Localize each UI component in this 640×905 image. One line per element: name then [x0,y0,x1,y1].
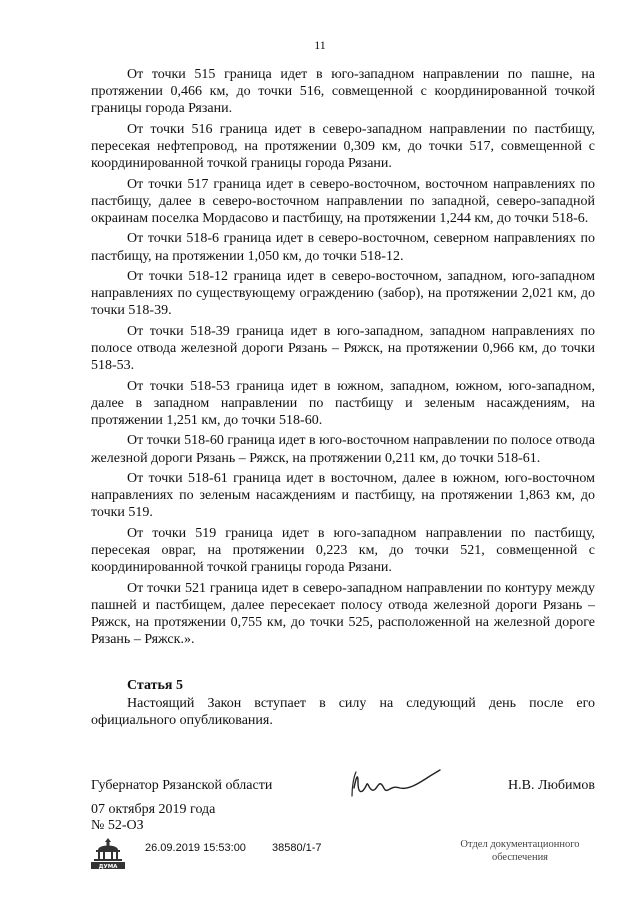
department-stamp-line: Отдел документационного [460,839,580,850]
article-5 [91,677,595,730]
duma-logo-icon [88,836,128,870]
law-number: № 52-ОЗ [91,818,144,833]
registration-timestamp: 26.09.2019 15:53:00 [145,842,246,854]
registration-number: 38580/1-7 [272,842,322,854]
handwritten-signature [348,758,448,808]
paragraph: От точки 515 граница идет в юго-западном направлении по пашне, на протяжении 0,466 км, до точки 516, совмещенной с координированной точкой границы города Рязани. [91,67,595,117]
boundary-description [91,66,595,652]
page-number: 11 [314,38,326,52]
law-date: 07 октября 2019 года [91,802,216,817]
paragraph: От точки 519 граница идет в юго-западном направлении по пастбищу, пересекая овраг, на протяжении 0,223 км, до точки 521, совмещенной с координированной точкой границы города Рязани. [91,525,595,576]
paragraph: От точки 518-53 граница идет в южном, западном, южном, юго-западном, далее в западном направлении по пастбищу и зеленым насаждениям, на протяжении 1,251 км, до точки 518-60. [91,378,595,428]
article-text: Настоящий Закон вступает в силу на следующий день после его официального опубликования. [91,696,595,729]
paragraph: От точки 518-60 граница идет в юго-восточном направлении по полосе отвода железной дороги Рязань – Ряжск, на протяжении 0,211 км, до точки 518-61. [91,433,595,466]
paragraph: От точки 521 граница идет в северо-западном направлении по контуру между пашней и пастбищем, далее пересекает полосу отвода железной дороги Рязань – Ряжск, на протяжении 0,755 км, до точки 525, расположенной на железной дороге Рязань – Ряжск.». [91,580,595,648]
paragraph: От точки 517 граница идет в северо-восточном, восточном направлениях по пастбищу, далее в северо-восточном направлении по западной, северо-западной окраинам поселка Мордасово и пастбищу, на протяжении 1,244 км, до точки 518-6. [91,176,595,226]
paragraph: От точки 518-12 граница идет в северо-восточном, западном, юго-западном направлениях по существующему ограждению (забор), на протяжении 2,021 км, до точки 518-39. [91,268,595,319]
paragraph: От точки 516 граница идет в северо-западном направлении по пастбищу, пересекая нефтепровод, на протяжении 0,309 км, до точки 517, совмещенной с координированной точкой границы города Рязани. [91,121,595,172]
department-stamp-line: обеспечения [491,852,549,863]
paragraph: От точки 518-6 граница идет в северо-восточном, северном направлениях по пастбищу, на протяжении 1,050 км, до точки 518-12. [91,231,595,264]
department-stamp [445,838,595,864]
paragraph: От точки 518-39 граница идет в юго-западном, западном направлениях по полосе отвода железной дороги Рязань – Ряжск, на протяжении 0,966 км, до точки 518-53. [91,323,595,374]
svg-text:ДУМА: ДУМА [98,863,118,870]
governor-title: Губернатор Рязанской области [91,778,273,793]
article-heading: Статья 5 [127,678,183,693]
governor-name: Н.В. Любимов [508,778,595,793]
paragraph: От точки 518-61 граница идет в восточном, далее в южном, юго-восточном направлениях по зеленым насаждениям и пастбищу, на протяжении 1,863 км, до точки 519. [91,470,595,521]
